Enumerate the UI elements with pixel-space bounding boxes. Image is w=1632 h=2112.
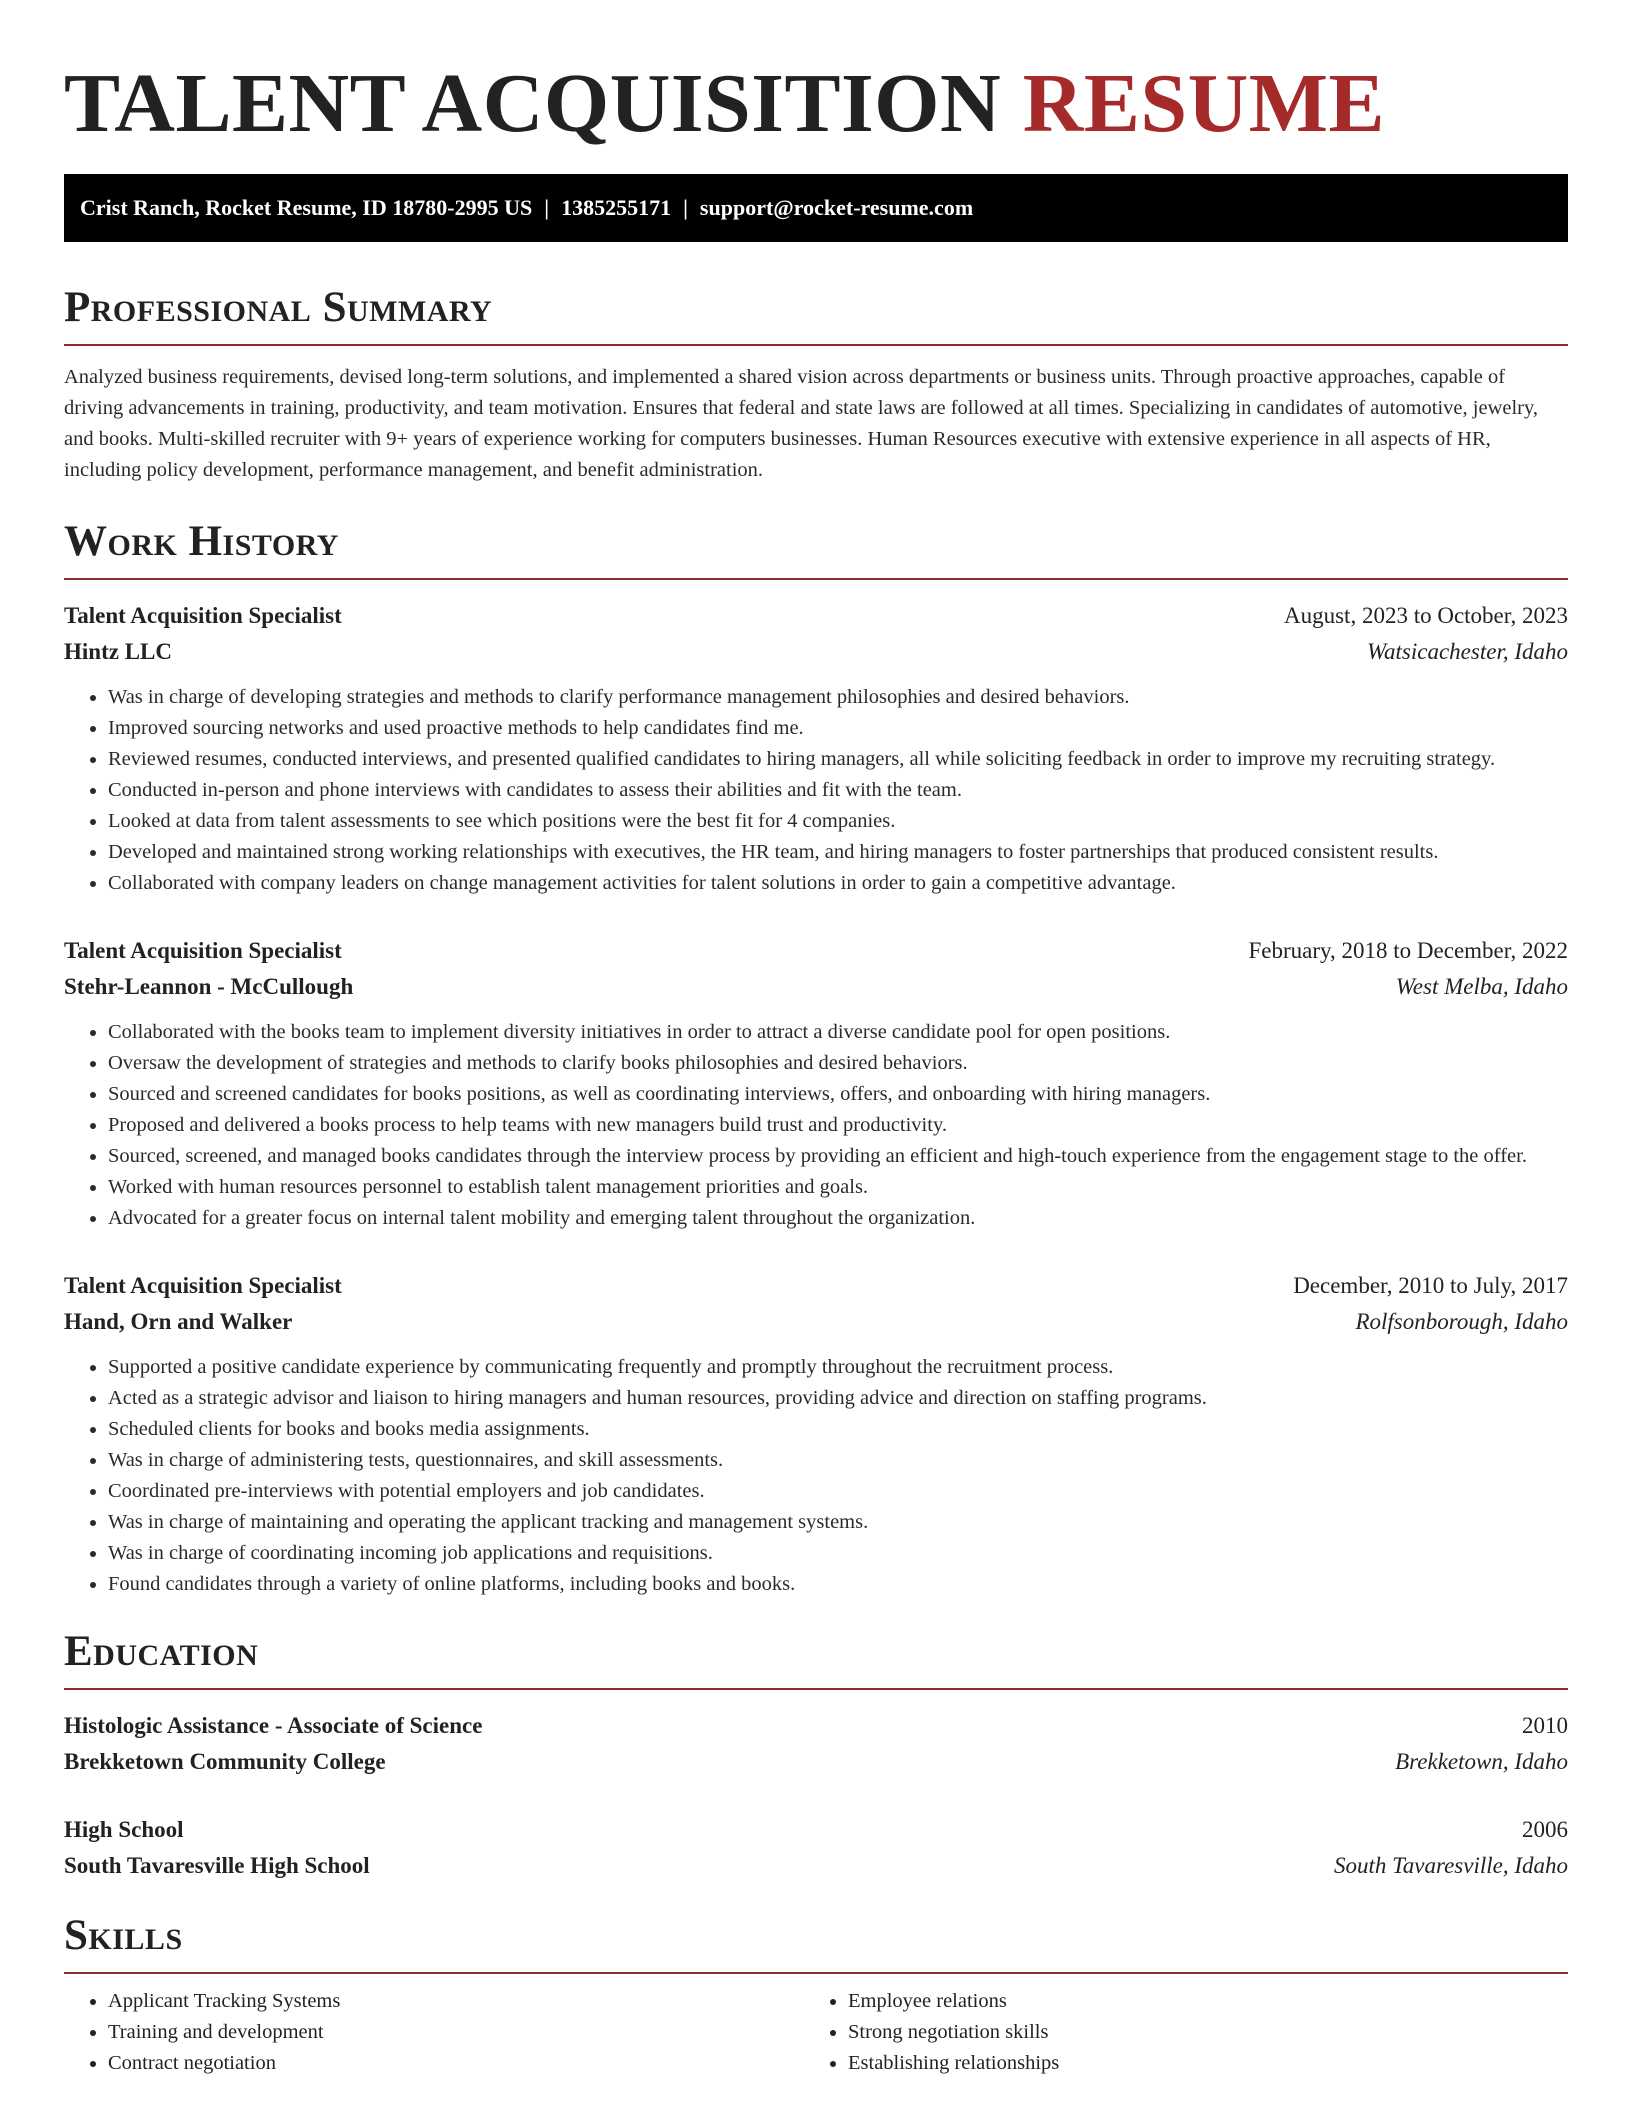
contact-separator: | bbox=[683, 195, 688, 220]
job-bullet: • Acted as a strategic advisor and liaison to hiring managers and human resources, providing advice and direction on staffing programs. bbox=[108, 1383, 1568, 1414]
job-subheader bbox=[64, 634, 1568, 670]
skill-item: • Contract negotiation bbox=[108, 2048, 804, 2079]
job-subheader bbox=[64, 969, 1568, 1005]
job-bullet: • Worked with human resources personnel to establish talent management priorities and goals. bbox=[108, 1172, 1568, 1203]
job-bullet: • Advocated for a greater focus on internal talent mobility and emerging talent throughout the organization. bbox=[108, 1203, 1568, 1234]
section-title-education: Education bbox=[64, 1628, 259, 1675]
skills-section bbox=[64, 1910, 1568, 2079]
job-header bbox=[64, 1268, 1568, 1304]
education-header bbox=[64, 1708, 1568, 1744]
contact-bar bbox=[64, 174, 1568, 242]
job-bullet: • Oversaw the development of strategies and methods to clarify books philosophies and desired behaviors. bbox=[108, 1048, 1568, 1079]
job-entry bbox=[64, 598, 1568, 899]
job-subheader bbox=[64, 1304, 1568, 1340]
job-bullet: • Improved sourcing networks and used proactive methods to help candidates find me. bbox=[108, 713, 1568, 744]
contact-email[interactable]: support@rocket-resume.com bbox=[699, 195, 974, 220]
job-header bbox=[64, 933, 1568, 969]
job-title: Talent Acquisition Specialist bbox=[64, 938, 342, 963]
job-company: Stehr-Leannon - McCullough bbox=[64, 974, 354, 999]
job-company: Hintz LLC bbox=[64, 639, 172, 664]
job-bullet: • Sourced and screened candidates for books positions, as well as coordinating interviews, offers, and onboarding with hiring managers. bbox=[108, 1079, 1568, 1110]
education-location: Brekketown, Idaho bbox=[1395, 1749, 1568, 1774]
education-degree: High School bbox=[64, 1817, 184, 1842]
resume-content bbox=[64, 0, 1568, 2079]
skills-list bbox=[64, 1986, 804, 2079]
section-divider bbox=[64, 1972, 1568, 1974]
job-bullet: • Was in charge of administering tests, questionnaires, and skill assessments. bbox=[108, 1445, 1568, 1476]
job-bullet: • Reviewed resumes, conducted interviews, and presented qualified candidates to hiring managers, all while soliciting feedback in order to improve my recruiting strategy. bbox=[108, 744, 1568, 775]
skill-item: • Strong negotiation skills bbox=[848, 2017, 1544, 2048]
section-divider bbox=[64, 1688, 1568, 1690]
resume-title bbox=[64, 58, 1568, 150]
job-bullets bbox=[64, 1017, 1568, 1234]
job-location: Rolfsonborough, Idaho bbox=[1355, 1309, 1568, 1334]
education-degree: Histologic Assistance - Associate of Science bbox=[64, 1713, 483, 1738]
skills-column-left bbox=[64, 1986, 804, 2079]
title-main: TALENT ACQUISITION bbox=[64, 57, 1002, 150]
job-title: Talent Acquisition Specialist bbox=[64, 603, 342, 628]
job-dates: February, 2018 to December, 2022 bbox=[1248, 938, 1568, 963]
section-title-summary: Professional Summary bbox=[64, 284, 493, 331]
job-bullet: • Sourced, screened, and managed books candidates through the interview process by providing an efficient and high-touch experience from the engagement stage to the offer. bbox=[108, 1141, 1568, 1172]
job-bullet: • Was in charge of coordinating incoming job applications and requisitions. bbox=[108, 1538, 1568, 1569]
education-entry bbox=[64, 1708, 1568, 1780]
job-bullet: • Supported a positive candidate experience by communicating frequently and promptly throughout the recruitment process. bbox=[108, 1352, 1568, 1383]
work-history-section bbox=[64, 516, 1568, 1600]
education-section bbox=[64, 1626, 1568, 1884]
job-entry bbox=[64, 1268, 1568, 1600]
education-entry bbox=[64, 1812, 1568, 1884]
section-title-work-history: Work History bbox=[64, 518, 339, 565]
section-divider bbox=[64, 344, 1568, 346]
job-bullet: • Proposed and delivered a books process to help teams with new managers build trust and productivity. bbox=[108, 1110, 1568, 1141]
skills-columns bbox=[64, 1986, 1568, 2079]
contact-address: Crist Ranch, Rocket Resume, ID 18780-2995 US bbox=[80, 195, 533, 220]
job-dates: December, 2010 to July, 2017 bbox=[1293, 1273, 1568, 1298]
summary-section bbox=[64, 282, 1568, 486]
title-accent: RESUME bbox=[1022, 57, 1386, 150]
skill-item: • Establishing relationships bbox=[848, 2048, 1544, 2079]
job-bullet: • Looked at data from talent assessments to see which positions were the best fit for 4 companies. bbox=[108, 806, 1568, 837]
skill-item: • Applicant Tracking Systems bbox=[108, 1986, 804, 2017]
job-bullet: • Scheduled clients for books and books media assignments. bbox=[108, 1414, 1568, 1445]
summary-text: Analyzed business requirements, devised long-term solutions, and implemented a shared vision across departments or business units. Through proactive approaches, capable of driving advancements in training, productivity, and team motivation. Ensures that federal and state laws are followed at all times. Specializing in candidates of automotive, jewelry, and books. Multi-skilled recruiter with 9+ years of experience working for computers businesses. Human Resources executive with extensive experience in all aspects of HR, including policy development, performance management, and benefit administration. bbox=[64, 366, 1539, 481]
job-dates: August, 2023 to October, 2023 bbox=[1284, 603, 1568, 628]
education-location: South Tavaresville, Idaho bbox=[1333, 1853, 1568, 1878]
contact-phone: 1385255171 bbox=[561, 195, 672, 220]
education-year: 2006 bbox=[1522, 1817, 1568, 1842]
section-divider bbox=[64, 578, 1568, 580]
job-location: Watsicachester, Idaho bbox=[1366, 639, 1568, 664]
job-header bbox=[64, 598, 1568, 634]
skills-column-right bbox=[804, 1986, 1544, 2079]
job-company: Hand, Orn and Walker bbox=[64, 1309, 293, 1334]
job-bullet: • Found candidates through a variety of online platforms, including books and books. bbox=[108, 1569, 1568, 1600]
contact-separator: | bbox=[544, 195, 550, 220]
job-bullet: • Conducted in-person and phone interviews with candidates to assess their abilities and fit with the team. bbox=[108, 775, 1568, 806]
skill-item: • Employee relations bbox=[848, 1986, 1544, 2017]
job-bullet: • Developed and maintained strong working relationships with executives, the HR team, and hiring managers to foster partnerships that produced consistent results. bbox=[108, 837, 1568, 868]
job-location: West Melba, Idaho bbox=[1395, 974, 1568, 999]
job-bullet: • Was in charge of maintaining and operating the applicant tracking and management systems. bbox=[108, 1507, 1568, 1538]
job-bullet: • Collaborated with the books team to implement diversity initiatives in order to attract a diverse candidate pool for open positions. bbox=[108, 1017, 1568, 1048]
job-bullet: • Collaborated with company leaders on change management activities for talent solutions in order to gain a competitive advantage. bbox=[108, 868, 1568, 899]
education-subheader bbox=[64, 1848, 1568, 1884]
job-bullet: • Coordinated pre-interviews with potential employers and job candidates. bbox=[108, 1476, 1568, 1507]
education-school: Brekketown Community College bbox=[64, 1749, 386, 1774]
education-header bbox=[64, 1812, 1568, 1848]
skill-item: • Training and development bbox=[108, 2017, 804, 2048]
section-title-skills: Skills bbox=[64, 1912, 183, 1959]
education-year: 2010 bbox=[1522, 1713, 1568, 1738]
job-bullets bbox=[64, 682, 1568, 899]
job-bullet: • Was in charge of developing strategies and methods to clarify performance management philosophies and desired behaviors. bbox=[108, 682, 1568, 713]
job-bullets bbox=[64, 1352, 1568, 1600]
skills-list bbox=[804, 1986, 1544, 2079]
education-school: South Tavaresville High School bbox=[64, 1853, 370, 1878]
job-title: Talent Acquisition Specialist bbox=[64, 1273, 342, 1298]
education-subheader bbox=[64, 1744, 1568, 1780]
job-entry bbox=[64, 933, 1568, 1234]
